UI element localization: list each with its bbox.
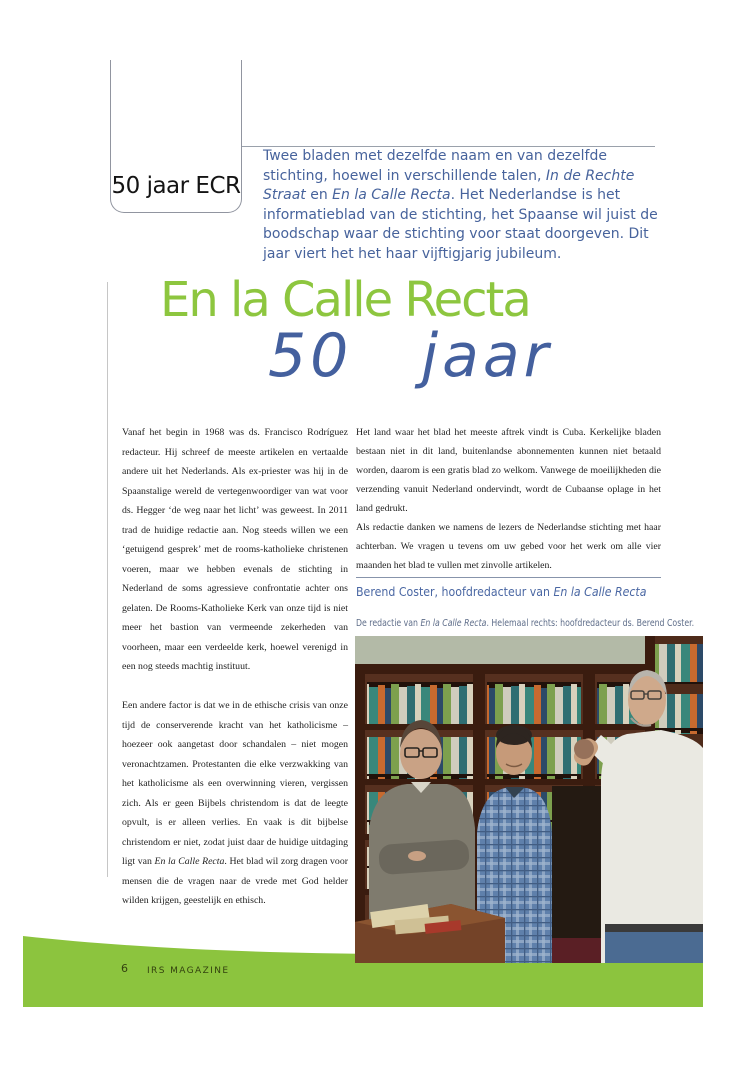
kicker-box [110, 60, 242, 213]
caption-post: . Helemaal rechts: hoofdredacteur ds. Berend Coster. [486, 618, 695, 629]
body-column-left [122, 423, 348, 911]
intro-seg3: . Het Nederlandse is het informatieblad van de stichting, het Spaanse wil juist de boodschap waar de stichting voor staat doorgeven. Dit jaar viert het het haar vijftigjarig jubileum. [263, 187, 658, 262]
left-paragraph-2 [122, 696, 348, 911]
intro-seg1: Twee bladen met dezelfde naam en van dezelfde stichting, hoewel in verschillende talen, [263, 148, 607, 184]
byline-rule [356, 577, 661, 578]
intro-title-nl: In de Rechte Straat [263, 167, 635, 203]
right-paragraph-2: Als redactie danken we namens de lezers de Nederlandse stichting met haar achterban. We vragen u tevens om uw gebed voor het werk om alle vier maanden het blad te vullen met zinvolle artikelen. [356, 522, 661, 571]
right-paragraph-1: Het land waar het blad het meeste aftrek vindt is Cuba. Kerkelijke bladen bestaan niet in dit land, buitenlandse abonnementen kunnen niet betaald worden, daarom is een gratis blad zo welkom. Vanwege de moeilijkheden die verzending vanuit Nederland ondervindt, wordt de Cubaanse oplage in het land gedrukt. [356, 427, 661, 514]
left-p2-italic: En la Calle Recta [154, 856, 225, 867]
caption-pre: De redactie van [356, 618, 421, 629]
article-title-blue: 50 jaar [268, 321, 553, 391]
caption-title: En la Calle Recta [420, 618, 487, 629]
photo-desk [355, 904, 505, 963]
byline-pre: Berend Coster, hoofdredacteur van [356, 584, 554, 599]
left-p2-post: . Het blad wil zorg dragen voor mensen die de vragen naar de vrede met God helder wilden krijgen, geestelijk en ethisch. [122, 856, 348, 906]
intro-paragraph [263, 147, 665, 264]
kicker-label: 50 jaar ECR [111, 173, 241, 199]
left-margin-rule [107, 282, 108, 877]
footer-page-number: 6 [121, 962, 128, 975]
byline [356, 584, 646, 599]
photo-shadow [552, 786, 601, 963]
left-p2-pre: Een andere factor is dat we in de ethische crisis van onze tijd de conserverende kracht van het katholicisme – hoezeer ook aangetast door schandalen – niet mogen veronachtzamen. Protestanten die elke verzwakking van het katholicisme als een overwinning vieren, vergissen zich. Als er geen Bijbels christendom is dat de leegte opvult, is er alleen verlies. En vaak is dit bijbelse christendom er niet, zodat juist daar de huidige uitdaging ligt van [122, 700, 348, 867]
intro-title-es: En la Calle Recta [332, 187, 451, 203]
body-column-right [356, 423, 661, 575]
left-paragraph-1: Vanaf het begin in 1968 was ds. Francisco Rodríguez redacteur. Hij schreef de meeste artikelen en vertaalde andere uit het Nederlands. Als ex-priester was hij in de Spaanstalige wereld de vertegenwoordiger van wat voor ds. Hegger ‘de weg naar het licht’ was geweest. In 2011 trad de huidige redactie aan. Nog steeds willen we een ‘getuigend gesprek’ met de rooms-katholieke christenen voeren, maar we hebben evenals de stichting in Nederland de soms agressieve confrontatie achter ons gelaten. De Rooms-Katholieke Kerk van onze tijd is niet meer het bastion van vermeende zekerheden van voorheen, maar een verdeelde kerk, hoewel verenigd in een nog steeds machtig instituut. [122, 427, 348, 672]
footer-magazine-name: IRS MAGAZINE [147, 966, 230, 976]
redactie-photo [355, 636, 703, 963]
photo-caption [356, 618, 694, 629]
article-title-green: En la Calle Recta [160, 272, 530, 328]
byline-title: En la Calle Recta [553, 584, 647, 599]
intro-seg2: en [305, 187, 333, 203]
